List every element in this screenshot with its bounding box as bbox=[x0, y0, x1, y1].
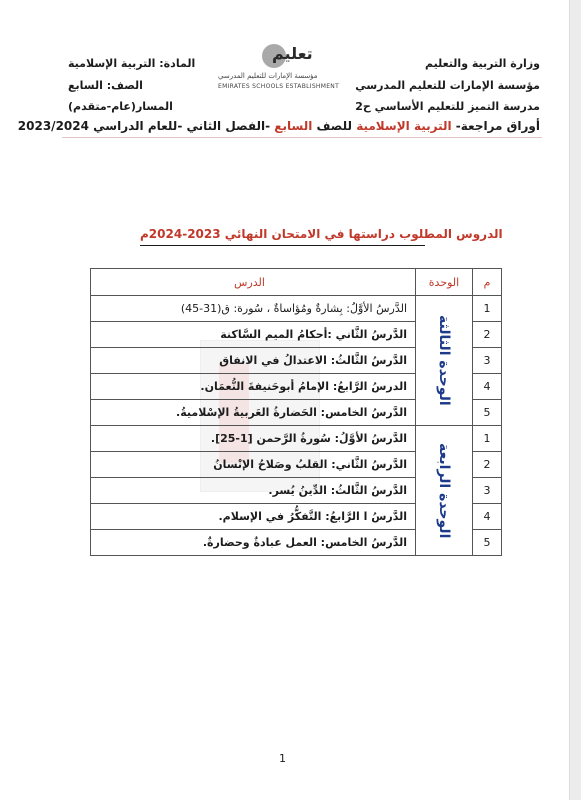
taaleem-logo bbox=[210, 42, 370, 100]
row-num: 3 bbox=[473, 478, 502, 504]
school-name: مدرسة التميز للتعليم الأساسي ح2 bbox=[355, 100, 540, 113]
unit-cell bbox=[416, 426, 473, 556]
lesson-cell: الدَّرسُ الأوَّلُ: بِشارةٌ ومُؤاساةٌ ، سُورة: ق(31-45) bbox=[91, 296, 416, 322]
logo-sub-arabic: مؤسسة الإمارات للتعليم المدرسي bbox=[218, 72, 318, 80]
table-row bbox=[91, 296, 502, 322]
row-num: 4 bbox=[473, 504, 502, 530]
row-num: 1 bbox=[473, 296, 502, 322]
track-label: المسار(عام-متقدم) bbox=[68, 100, 173, 113]
lesson-cell: الدَّرسُ الخامس: الحَضارةُ العَربيةُ الإسْلاميةُ. bbox=[91, 400, 416, 426]
row-num: 2 bbox=[473, 452, 502, 478]
header-divider bbox=[62, 137, 542, 138]
review-title-part3: للصف bbox=[312, 119, 357, 133]
logo-sub-english: EMIRATES SCHOOLS ESTABLISHMENT bbox=[218, 83, 340, 90]
row-num: 3 bbox=[473, 348, 502, 374]
subject-label: المادة: التربية الإسلامية bbox=[68, 57, 196, 70]
lesson-cell: الدَّرسُ الثَّاني :أحكامُ الميم السَّاكنة bbox=[91, 322, 416, 348]
section-title-underline bbox=[140, 245, 425, 246]
review-title bbox=[18, 119, 540, 133]
lesson-cell: الدَّرسُ الثَّالثُ: الاعتدالُ في الانفاق bbox=[91, 348, 416, 374]
row-num: 5 bbox=[473, 530, 502, 556]
review-title-subject: التربية الإسلامية bbox=[356, 119, 452, 133]
grade-label: الصف: السابع bbox=[68, 79, 143, 92]
review-title-part1: أوراق مراجعة- bbox=[451, 119, 540, 133]
page-scroll-strip[interactable] bbox=[569, 0, 581, 800]
unit-label: الوحدة الثالثة bbox=[436, 315, 452, 406]
page-number: 1 bbox=[279, 752, 286, 765]
header-lesson: الدرس bbox=[91, 269, 416, 296]
lesson-cell: الدَّرسُ ا الرَّابعُ: التَّفكُّرُ في الإسلام. bbox=[91, 504, 416, 530]
row-num: 2 bbox=[473, 322, 502, 348]
establishment-name: مؤسسة الإمارات للتعليم المدرسي bbox=[355, 79, 540, 92]
table-header-row bbox=[91, 269, 502, 296]
logo-arabic-text: تعليم bbox=[272, 44, 313, 63]
lesson-cell: الدَّرسُ الأوَّلُ: سُورةُ الرَّحمن [1-25]. bbox=[91, 426, 416, 452]
unit-label: الوحدة الرابعة bbox=[436, 442, 452, 539]
lesson-cell: الدرسُ الرَّابعُ: الإمامُ أبوحَنيفةَ النُّعمَان. bbox=[91, 374, 416, 400]
table-row bbox=[91, 426, 502, 452]
unit-cell bbox=[416, 296, 473, 426]
lesson-cell: الدَّرسُ الخامس: العمل عبادةٌ وحضارةٌ. bbox=[91, 530, 416, 556]
row-num: 5 bbox=[473, 400, 502, 426]
lessons-table bbox=[90, 268, 502, 556]
section-title: الدروس المطلوب دراستها في الامتحان النهائي 2023-2024م bbox=[140, 227, 503, 241]
row-num: 4 bbox=[473, 374, 502, 400]
row-num: 1 bbox=[473, 426, 502, 452]
ministry-name: وزارة التربية والتعليم bbox=[425, 57, 540, 70]
review-title-part5: -الفصل الثاني -للعام الدراسي 2023/2024 bbox=[17, 119, 275, 133]
header-num: م bbox=[473, 269, 502, 296]
header-unit: الوحدة bbox=[416, 269, 473, 296]
lesson-cell: الدَّرسُ الثَّاني: القلبُ وصَلاحُ الإنْسانُ bbox=[91, 452, 416, 478]
lesson-cell: الدَّرسُ الثَّالثُ: الدِّينُ يُسر. bbox=[91, 478, 416, 504]
review-title-grade: السابع bbox=[274, 119, 313, 133]
